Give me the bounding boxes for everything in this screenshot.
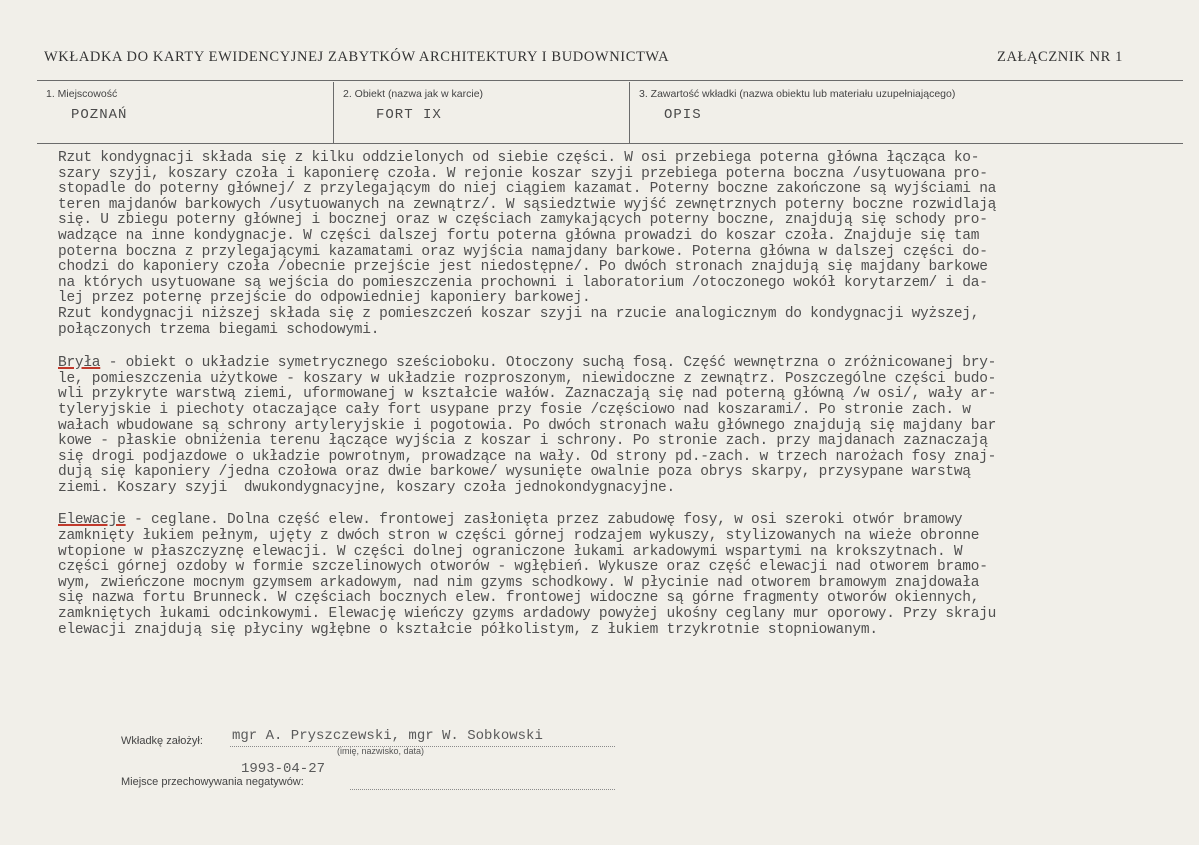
text-line: stopadle do poterny głównej/ z przylegającym do niej ciągiem kazamat. Poterny boczne zakończone są wyjściami na [58, 181, 997, 198]
header-divider [37, 80, 1183, 81]
text-line: dują się kaponiery /jedna czołowa oraz dwie barkowe/ wysunięte owalnie poza obrys skarpy, przysypane warstwą [58, 464, 971, 481]
text-line: wtopione w płaszczyznę elewacji. W części dolnej ograniczone łukami arkadowymi wspartymi na krokszytnach. W [58, 543, 963, 560]
text-line: teren majdanów barkowych /usytuowanych na zewnątrz/. W sąsiedztwie wyjść zewnętrznych poterny boczne rozwidlają [58, 196, 997, 213]
text-line [58, 356, 1183, 372]
text-line: wałach wbudowane są schrony artyleryjskie i pogotowia. Po dwóch stronach wału głównego znajdują się majdany bar [58, 417, 997, 434]
contents-field [629, 82, 1184, 143]
card-title: WKŁADKA DO KARTY EWIDENCYJNEJ ZABYTKÓW ARCHITEKTURY I BUDOWNICTWA [44, 49, 670, 65]
locality-value: POZNAŃ [71, 107, 128, 123]
text-line: zamknięty łukiem pełnym, ujęty z dwóch stron w części górnej rodzajem wykuszy, stylizowanych na wieże obronne [58, 528, 980, 545]
text-line: szary szyji, koszary czoła i kaponierę czoła. W rejonie koszar szyji przebiega poterna boczna /usytuowana pro- [58, 165, 988, 182]
text-line: poterna boczna z przylegającymi kazamatami oraz wyjścia namajdany barkowe. Poterna główna w dalszej części do- [58, 243, 988, 260]
object-field [333, 82, 629, 143]
text-line: połączonych trzema biegami schodowymi. [58, 321, 380, 338]
text-line [58, 513, 1183, 529]
paragraph-elevations [58, 513, 1183, 638]
storage-label: Miejsce przechowywania negatywów: [121, 776, 304, 788]
field-grid [37, 82, 1183, 144]
locality-field [37, 82, 332, 143]
text-line: le, pomieszczenia użytkowe - koszary w układzie rozproszonym, niewidoczne z zewnątrz. Poszczególne części budo- [58, 370, 997, 387]
author-note: (imię, nazwisko, data) [337, 746, 425, 756]
paragraph-floor-plan [58, 151, 1183, 338]
author-value: mgr A. Pryszczewski, mgr W. Sobkowski [232, 728, 543, 744]
text-line: się nazwa fortu Brunneck. W częściach bocznych elew. frontowej widoczne są górne fragmenty otworów okiennych, [58, 590, 980, 607]
text-line: ziemi. Koszary szyji dwukondygnacyjne, koszary czoła jednokondygnacyjne. [58, 479, 675, 496]
text-line: się drogi podjazdowe o układzie powrotnym, prowadzące na wały. Od strony pd.-zach. w trzech narożach fosy znaj- [58, 448, 997, 465]
text-line: wli przykryte warstwą ziemi, uformowanej w kształcie wałów. Zaznaczają się nad poterną główną /w osi/, wały ar- [58, 386, 997, 403]
text-line: Rzut kondygnacji niższej składa się z pomieszczeń koszar szyji na rzucie analogicznym do kondygnacji wyższej, [58, 305, 980, 322]
text-line: kowe - płaskie obniżenia terenu łączące wyjścia z koszar i schrony. Po stronie zach. przy majdanach zaznaczają [58, 433, 988, 450]
text-line: wym, zwieńczone mocnym gzymsem arkadowym, nad nim gzyms schodkowy. W płycinie nad otworem bramowym znajdowała [58, 574, 980, 591]
text-line: elewacji znajdują się płyciny wgłębne o kształcie półkolistym, z łukiem trzykrotnie stopniowanym. [58, 621, 878, 638]
text-line: części górnej ozdoby w formie szczelinowych otworów - wgłębień. Wykusze oraz część elewacji nad otworem bramo- [58, 559, 988, 576]
object-value: FORT IX [376, 107, 442, 123]
elevations-first-line: - ceglane. Dolna część elew. frontowej zasłonięta przez zabudowę fosy, w osi szeroki otwór bramowy [125, 512, 963, 529]
text-line: wadzące na inne kondygnacje. W części dalszej fortu poterna główna prowadzi do koszar czoła. Znajduje się tam [58, 227, 980, 244]
locality-label: 1. Miejscowość [46, 88, 118, 100]
author-label: Wkładkę założył: [121, 735, 203, 747]
object-label: 2. Obiekt (nazwa jak w karcie) [343, 88, 484, 100]
text-line: się. U zbiegu poterny głównej i bocznej oraz w częściach zamykających poterny boczne, znajdują się schody pro- [58, 212, 988, 229]
text-line: tyleryjskie i piechoty otaczające cały fort usypane przy fosie /częściowo nad koszarami/. Po stronie zach. w [58, 401, 971, 418]
paragraph-massing [58, 356, 1183, 496]
text-line: Rzut kondygnacji składa się z kilku oddzielonych od siebie części. W osi przebiega poterna główna łącząca ko- [58, 150, 980, 166]
date-value: 1993-04-27 [241, 761, 326, 777]
massing-first-line: - obiekt o układzie symetrycznego sześcioboku. Otoczony suchą fosą. Część wewnętrzna o zróżnicowanej bry- [100, 355, 997, 372]
attachment-number: ZAŁĄCZNIK NR 1 [997, 49, 1123, 65]
text-line: chodzi do kaponiery czoła /obecnie przejście jest niedostępne/. Po dwóch stronach znajdują się majdany barkowe [58, 259, 988, 276]
text-line: zamkniętych łukami odcinkowymi. Elewację wieńczy gzyms ardadowy powyżej ukośny ceglany mur oporowy. Przy skraju [58, 606, 997, 623]
contents-label: 3. Zawartość wkładki (nazwa obiektu lub materiału uzupełniającego) [639, 88, 956, 100]
description-text [58, 151, 1183, 638]
text-line: lej przez poternę przejście do odpowiedniej kaponiery barkowej. [58, 290, 591, 307]
elevations-heading: Elewacje [58, 512, 126, 529]
text-line: na których usytuowane są wejścia do pomieszczenia prochowni i laboratorium /otoczonego wokół korytarzem/ i da- [58, 274, 988, 291]
massing-heading: Bryła [58, 355, 101, 372]
contents-value: OPIS [664, 107, 702, 123]
storage-line [350, 789, 615, 790]
